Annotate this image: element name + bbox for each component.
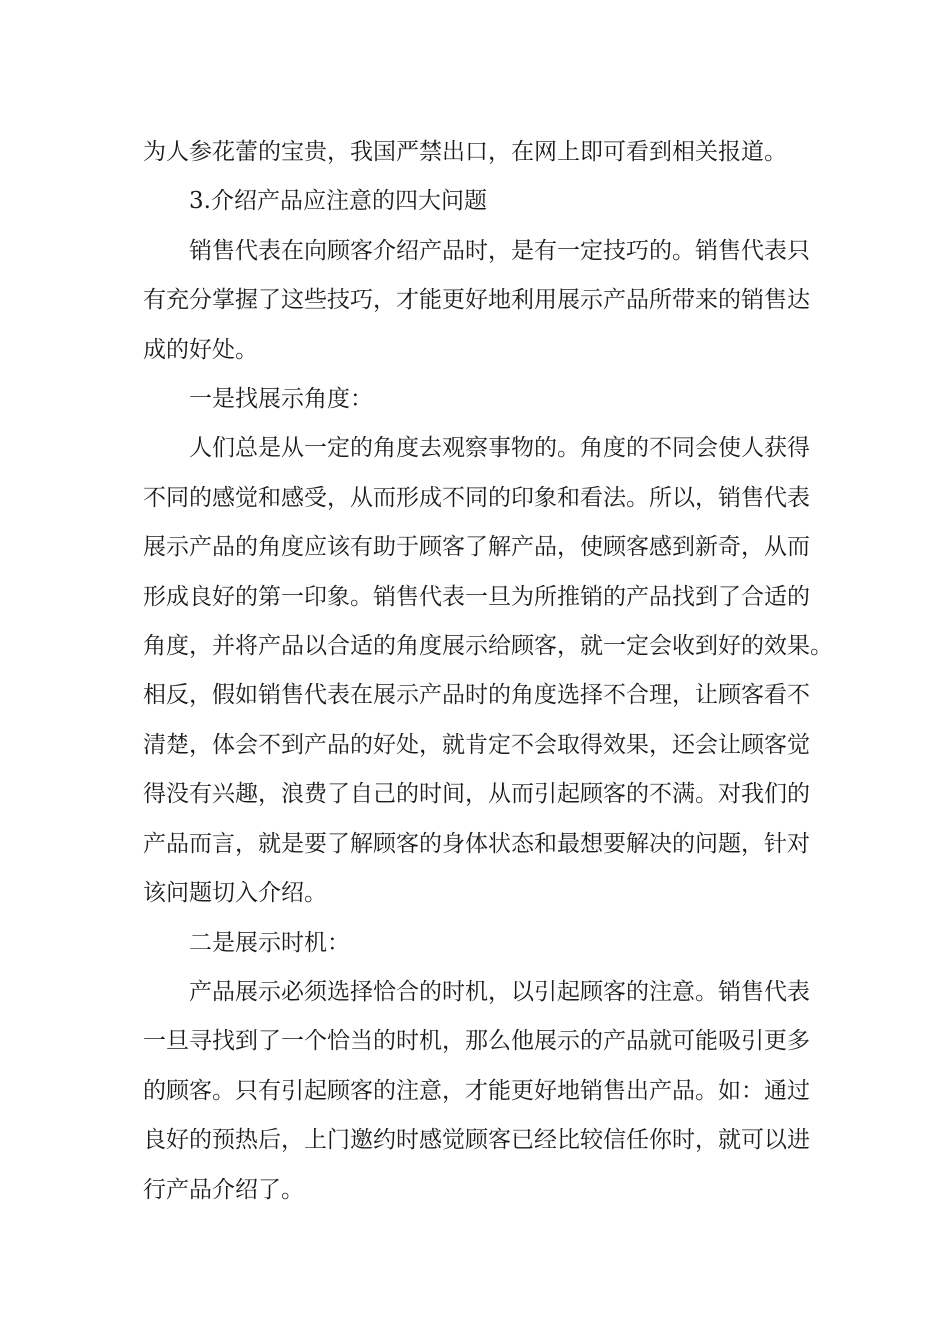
text-line: 一旦寻找到了一个恰当的时机，那么他展示的产品就可能吸引更多	[143, 1028, 810, 1055]
text-line: 相反，假如销售代表在展示产品时的角度选择不合理，让顾客看不	[143, 682, 810, 709]
text-line: 为人参花蕾的宝贵，我国严禁出口，在网上即可看到相关报道。	[143, 139, 787, 165]
paragraph-3	[143, 227, 823, 375]
text-line: 有充分掌握了这些技巧，才能更好地利用展示产品所带来的销售达	[143, 287, 810, 314]
text-line: 二是展示时机：	[189, 929, 350, 956]
paragraph-7	[143, 968, 823, 1215]
text-line: 清楚，体会不到产品的好处，就肯定不会取得效果，还会让顾客觉	[143, 731, 810, 758]
text-line: 展示产品的角度应该有助于顾客了解产品，使顾客感到新奇，从而	[143, 534, 810, 561]
text-line: 行产品介绍了。	[143, 1176, 304, 1203]
document-body	[143, 128, 833, 1215]
paragraph-5	[143, 424, 833, 918]
text-line: 的顾客。只有引起顾客的注意，才能更好地销售出产品。如：通过	[143, 1077, 810, 1104]
text-line: 得没有兴趣，浪费了自己的时间，从而引起顾客的不满。对我们的	[143, 781, 810, 808]
text-line: 产品而言，就是要了解顾客的身体状态和最想要解决的问题，针对	[143, 830, 810, 857]
text-line: 形成良好的第一印象。销售代表一旦为所推销的产品找到了合适的	[143, 583, 810, 610]
text-line: 产品展示必须选择恰合的时机，以引起顾客的注意。销售代表	[189, 978, 810, 1005]
text-line: 一是找展示角度：	[189, 386, 373, 413]
subheading-angle	[143, 375, 823, 424]
text-line: 3.介绍产品应注意的四大问题	[189, 188, 487, 215]
subheading-timing	[143, 919, 823, 968]
text-line: 人们总是从一定的角度去观察事物的。角度的不同会使人获得	[189, 435, 810, 462]
text-line: 角度，并将产品以合适的角度展示给顾客，就一定会收到好的效果。	[143, 633, 833, 660]
text-line: 良好的预热后，上门邀约时感觉顾客已经比较信任你时，就可以进	[143, 1127, 810, 1154]
paragraph-1	[143, 128, 823, 177]
text-line: 销售代表在向顾客介绍产品时，是有一定技巧的。销售代表只	[189, 237, 810, 264]
text-line: 不同的感觉和感受，从而形成不同的印象和看法。所以，销售代表	[143, 484, 810, 511]
text-line: 该问题切入介绍。	[143, 880, 327, 907]
section-heading	[143, 177, 823, 226]
text-line: 成的好处。	[143, 336, 258, 363]
